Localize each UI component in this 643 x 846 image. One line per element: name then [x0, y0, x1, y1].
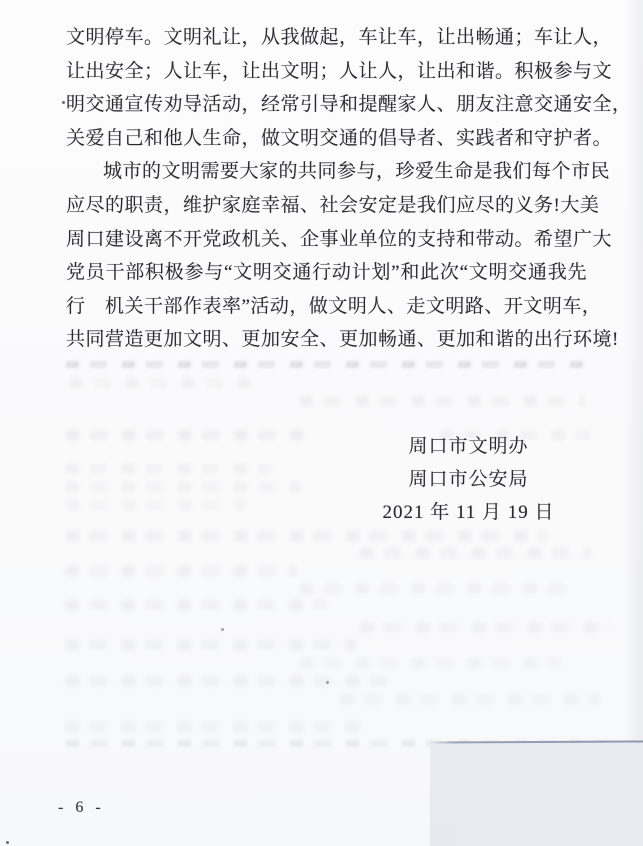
- bleed-through-mark: [66, 430, 306, 440]
- bleed-through-mark: [360, 622, 610, 632]
- document-body: [66, 21, 632, 357]
- bleed-through-mark: [66, 482, 301, 492]
- scan-speck: [221, 628, 224, 631]
- bleed-through-mark: [66, 464, 271, 474]
- body-line: 明交通宣传劝导活动，经常引导和提醒家人、朋友注意交通安全，: [66, 94, 632, 116]
- scan-speck: [6, 841, 9, 844]
- under-sheet: [430, 743, 643, 846]
- signature-org-1: 周口市文明办: [408, 436, 529, 457]
- bleed-through-mark: [66, 361, 586, 368]
- bleed-through-mark: [300, 396, 585, 406]
- body-line: 文明停车。文明礼让，从我做起，车让车，让出畅通；车让人，: [66, 27, 613, 48]
- body-line: 关爱自己和他人生命，做文明交通的倡导者、实践者和守护者。: [66, 127, 613, 149]
- bleed-through-mark: [66, 722, 366, 732]
- bleed-through-mark: [66, 600, 326, 610]
- body-line: 行 机关干部作表率”活动，做文明人、走文明路、开文明车，: [66, 295, 602, 317]
- signature-org-2: 周口市公安局: [408, 469, 529, 490]
- page-number: - 6 -: [58, 799, 105, 816]
- body-line: 周口建设离不开党政机关、企事业单位的支持和带动。希望广大: [66, 228, 613, 250]
- body-line: 应尽的职责，维护家庭幸福、社会安定是我们应尽的义务!大美: [66, 194, 600, 216]
- scan-speck: [62, 101, 65, 104]
- bleed-through-mark: [66, 500, 246, 510]
- bleed-through-mark: [66, 531, 546, 541]
- bleed-through-mark: [360, 548, 590, 558]
- bleed-through-mark: [70, 378, 260, 388]
- body-line: 让出安全；人让车，让出文明；人让人，让出和谐。积极参与文: [66, 60, 613, 82]
- bleed-through-mark: [300, 584, 580, 594]
- bleed-through-mark: [66, 676, 396, 686]
- bleed-through-mark: [340, 694, 600, 704]
- bleed-through-mark: [66, 640, 356, 650]
- scan-speck: [326, 681, 329, 684]
- bleed-through-mark: [66, 566, 296, 576]
- signature-block: [381, 430, 556, 529]
- body-line: 城市的文明需要大家的共同参与，珍爱生命是我们每个市民: [103, 161, 611, 183]
- body-line: 共同营造更加文明、更加安全、更加畅通、更加和谐的出行环境!: [66, 329, 619, 351]
- bleed-through-mark: [300, 658, 560, 668]
- body-line: 党员干部积极参与“文明交通行动计划”和此次“文明交通我先: [66, 262, 587, 284]
- signature-date: 2021 年 11 月 19 日: [382, 502, 555, 523]
